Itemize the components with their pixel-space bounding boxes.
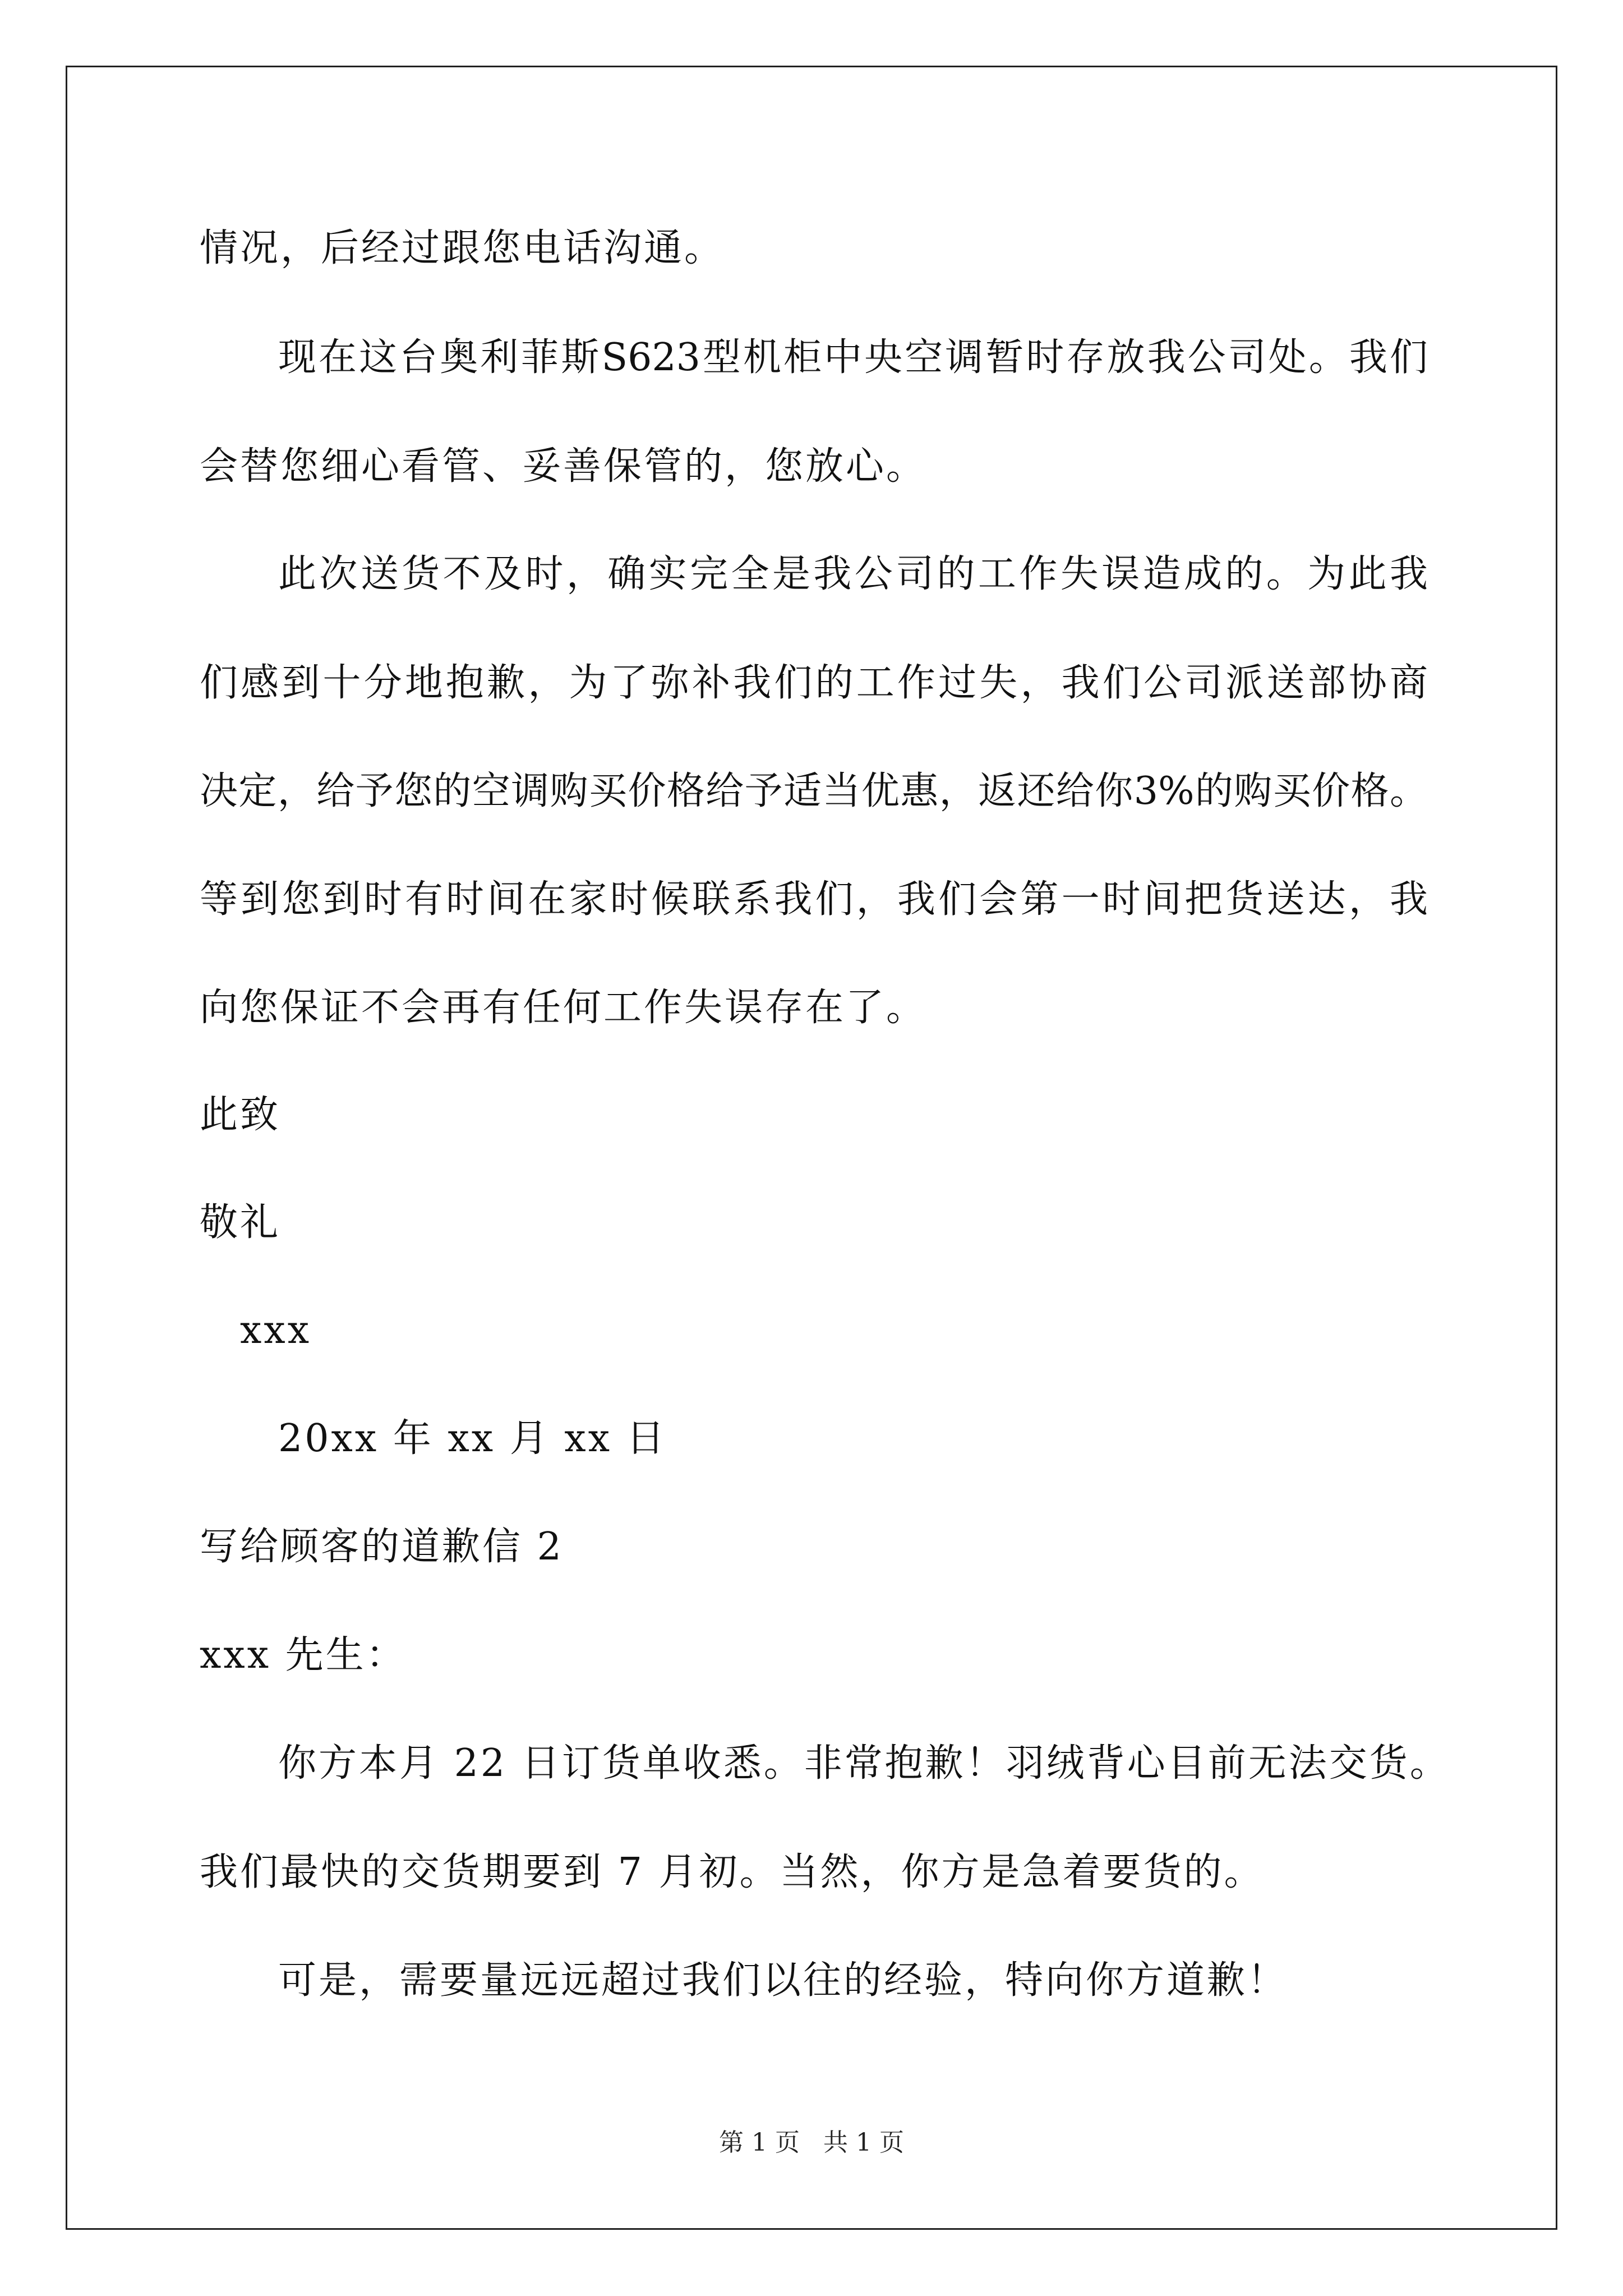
closing-regards: 敬礼: [200, 1200, 281, 1245]
paragraph-line: 你方本月 22 日订货单收悉。非常抱歉！羽绒背心目前无法交货。: [278, 1741, 1450, 1786]
paragraph-line: 现在这台奥利菲斯S623型机柜中央空调暂时存放我公司处。我们: [278, 335, 1428, 380]
paragraph-line: 此次送货不及时，确实完全是我公司的工作失误造成的。为此我: [278, 552, 1428, 596]
paragraph-line: 我们最快的交货期要到 7 月初。当然，你方是急着要货的。: [200, 1850, 1265, 1894]
paragraph-line: 可是，需要量远远超过我们以往的经验，特向你方道歉！: [278, 1958, 1288, 2003]
letter-greeting: xxx 先生：: [200, 1633, 407, 1677]
paragraph-line: 们感到十分地抱歉，为了弥补我们的工作过失，我们公司派送部协商: [200, 661, 1428, 705]
paragraph-line: 向您保证不会再有任何工作失误存在了。: [200, 986, 927, 1030]
page-border: [66, 66, 1557, 2230]
signature-date: 20xx 年 xx 月 xx 日: [278, 1416, 667, 1461]
paragraph-line: 等到您到时有时间在家时候联系我们，我们会第一时间把货送达，我: [200, 877, 1428, 922]
page-footer: 第 1 页 共 1 页: [719, 2128, 904, 2157]
paragraph-line: 会替您细心看管、妥善保管的，您放心。: [200, 444, 927, 489]
closing-salutation: 此致: [200, 1093, 281, 1137]
letter-heading: 写给顾客的道歉信 2: [200, 1525, 564, 1569]
paragraph-line: 情况，后经过跟您电话沟通。: [200, 226, 725, 270]
paragraph-line: 决定，给予您的空调购买价格给予适当优惠，返还给你3%的购买价格。: [200, 769, 1428, 813]
signature-name: xxx: [240, 1308, 312, 1352]
